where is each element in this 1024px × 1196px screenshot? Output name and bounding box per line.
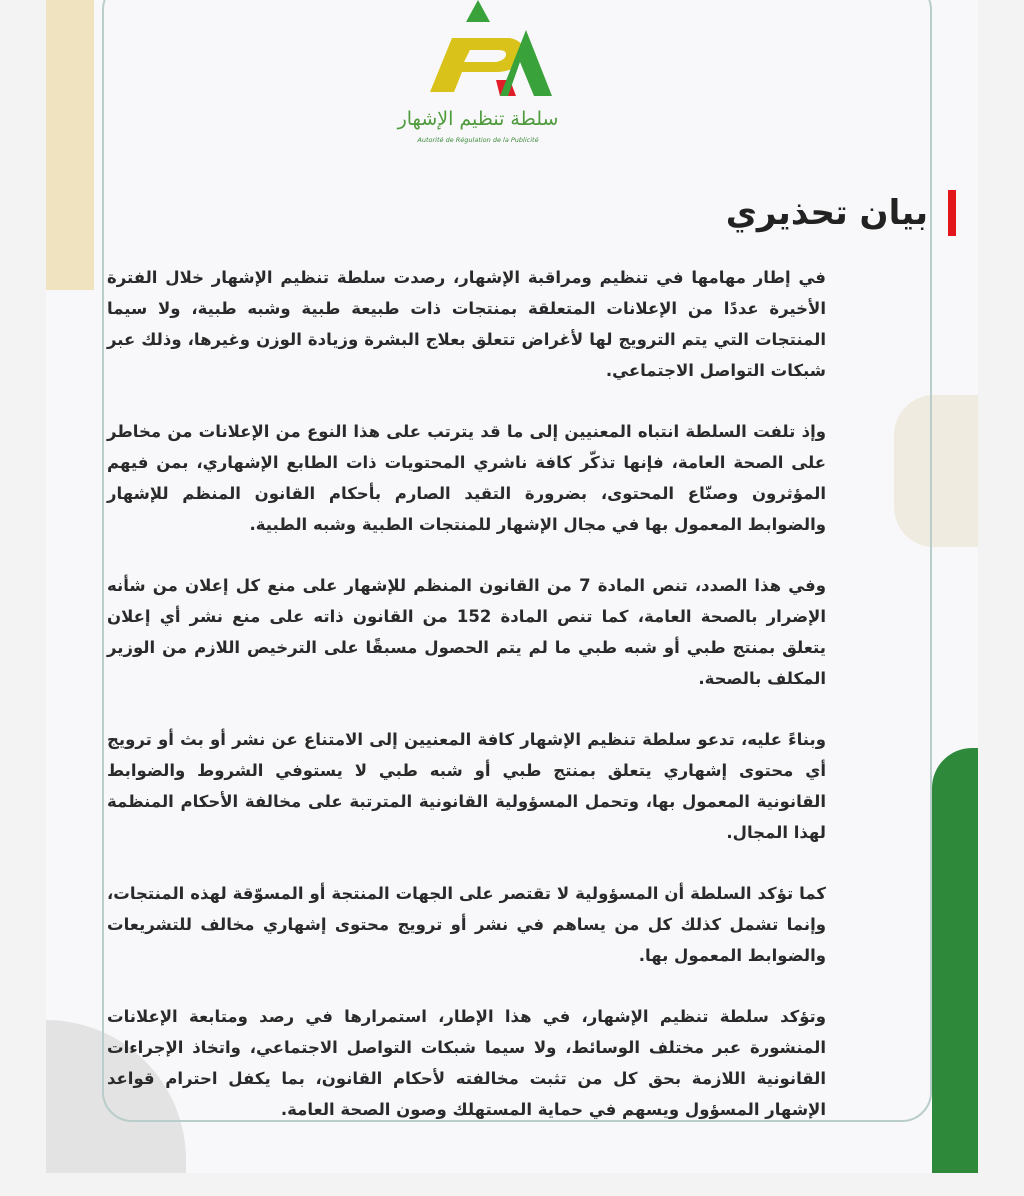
authority-logo — [378, 0, 578, 150]
statement-body — [107, 262, 826, 1155]
decorative-green-band — [932, 748, 978, 1173]
logo-name-french: Autorité de Régulation de la Publicité — [417, 136, 539, 144]
paragraph-5: كما تؤكد السلطة أن المسؤولية لا تقتصر على الجهات المنتجة أو المسوّقة لهذه المنتجات، وإنما تشمل كذلك كل من يساهم في نشر أو ترويج محتوى إشهاري مخالف للتشريعات والضوابط المعمول بها. — [107, 884, 826, 965]
paragraph-4: وبناءً عليه، تدعو سلطة تنظيم الإشهار كافة المعنيين إلى الامتناع عن نشر أو بث أو ترويج أي محتوى إشهاري يتعلق بمنتج طبي أو شبه طبي لا يستوفي الشروط والضوابط القانونية المعمول بها، وتحمل المسؤولية القانونية المترتبة على مخالفة الأحكام المنظمة لهذا المجال. — [107, 730, 826, 842]
heading-row — [726, 188, 956, 238]
paragraph-6: وتؤكد سلطة تنظيم الإشهار، في هذا الإطار، استمرارها في رصد ومتابعة الإعلانات المنشورة عبر مختلف الوسائط، ولا سيما شبكات التواصل الاجتماعي، واتخاذ الإجراءات القانونية اللازمة بحق كل من تثبت مخالفته لأحكام القانون، بما يكفل احترام قواعد الإشهار المسؤول ويسهم في حماية المستهلك وصون الصحة العامة. — [107, 1007, 826, 1119]
page-title: بيان تحذيري — [725, 193, 928, 233]
logo-name-arabic: سلطة تنظيم الإشهار — [397, 108, 559, 130]
paragraph-3: وفي هذا الصدد، تنص المادة 7 من القانون المنظم للإشهار على منع كل إعلان من شأنه الإضرار بالصحة العامة، كما تنص المادة 152 من القانون ذاته على منع نشر أي إعلان يتعلق بمنتج طبي أو شبه طبي ما لم يتم الحصول مسبقًا على الترخيص اللازم من الوزير المكلف بالصحة. — [107, 576, 826, 688]
paragraph-2: وإذ تلفت السلطة انتباه المعنيين إلى ما قد يترتب على هذا النوع من الإعلانات من مخاطر على الصحة العامة، فإنها تذكّر كافة ناشري المحتويات ذات الطابع الإشهاري، بمن فيهم المؤثرون وصنّاع المحتوى، بضرورة التقيد الصارم بأحكام القانون المنظم للإشهار والضوابط المعمول بها في مجال الإشهار للمنتجات الطبية وشبه الطبية. — [107, 422, 826, 534]
logo-mark-icon — [378, 0, 578, 110]
paragraph-1: في إطار مهامها في تنظيم ومراقبة الإشهار، رصدت سلطة تنظيم الإشهار خلال الفترة الأخيرة عددًا من الإعلانات المتعلقة بمنتجات ذات طبيعة طبية وشبه طبية، ولا سيما المنتجات التي يتم الترويج لها لأغراض تتعلق بعلاج البشرة وزيادة الوزن وغيرها، وذلك عبر شبكات التواصل الاجتماعي. — [107, 268, 826, 380]
decorative-yellow-band — [46, 0, 94, 290]
heading-accent-bar — [948, 190, 956, 236]
